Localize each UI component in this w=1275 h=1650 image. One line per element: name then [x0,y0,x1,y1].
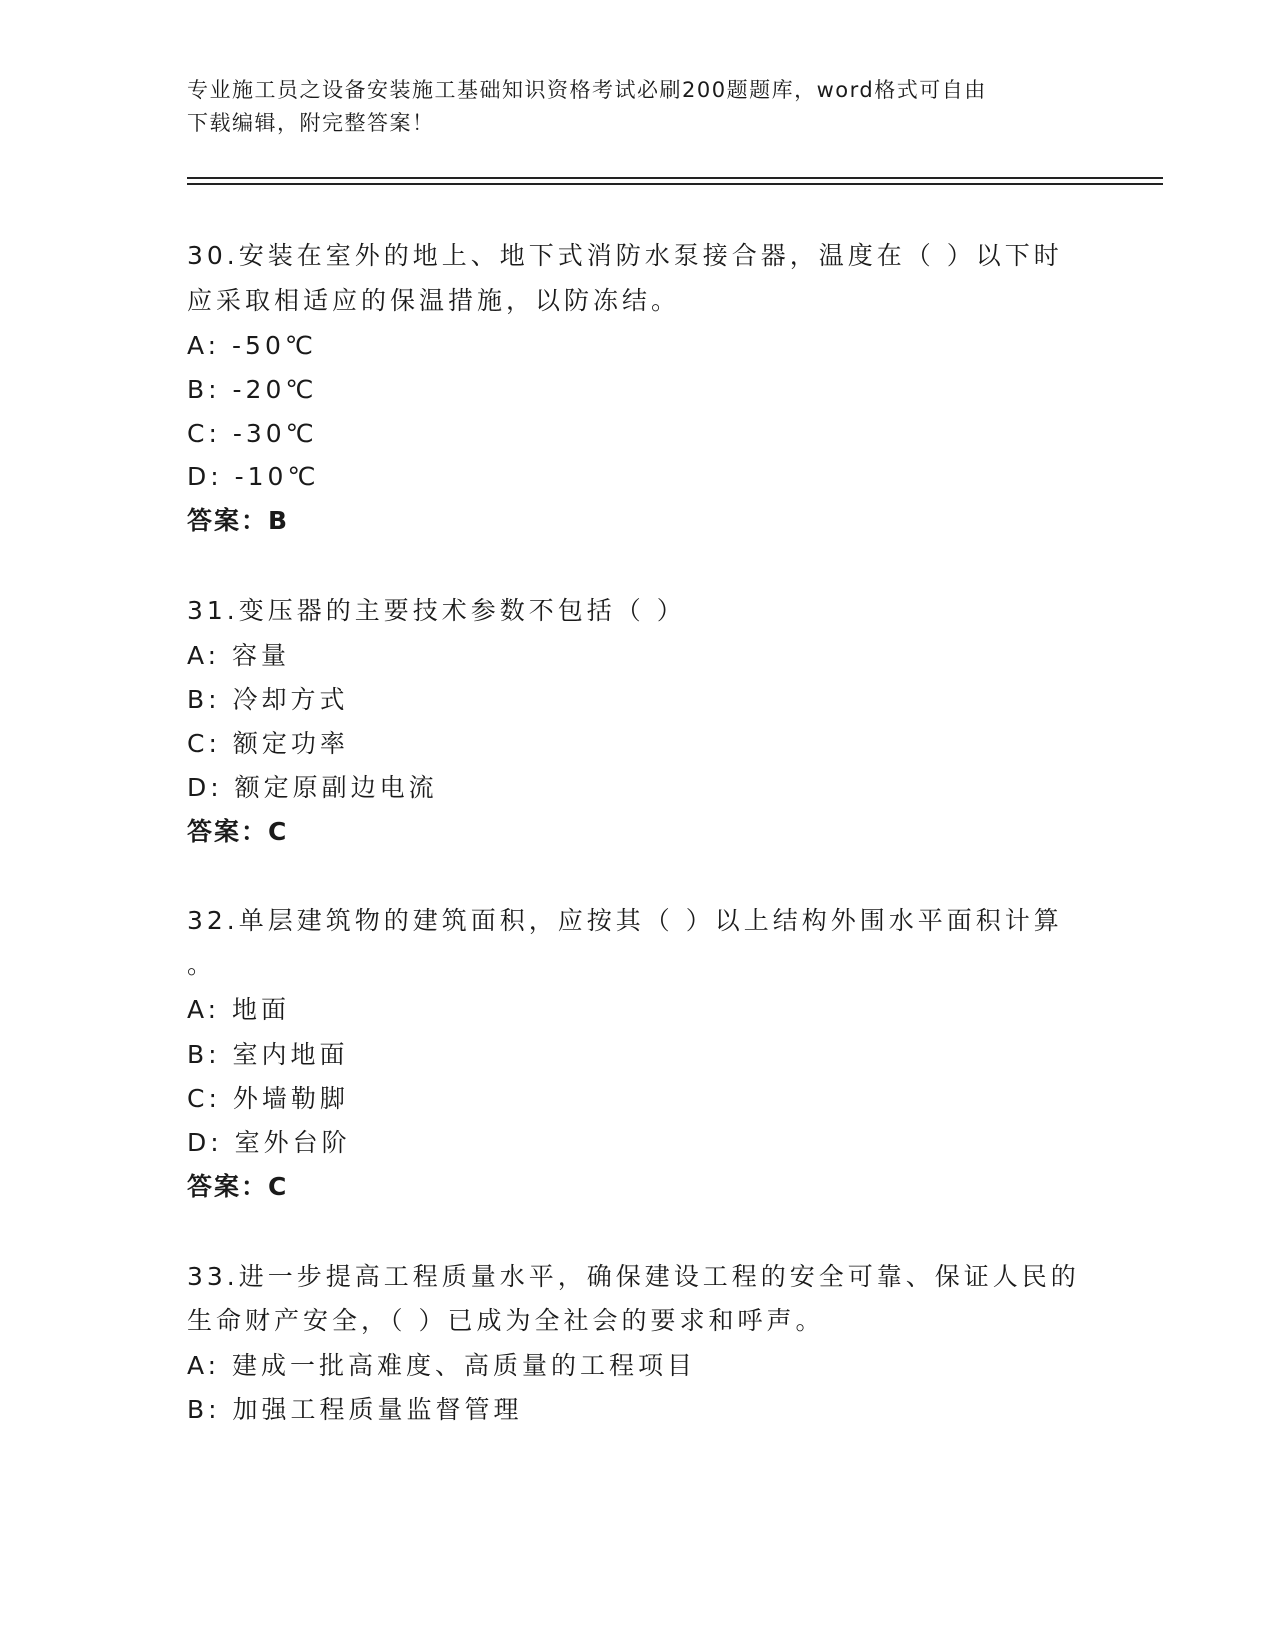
header-divider-top [187,177,1163,179]
question-30-stem-line-1: 30.安装在室外的地上、地下式消防水泵接合器，温度在（ ）以下时 [187,241,1063,270]
header-divider-bottom [187,183,1163,185]
question-30-option-a: A: -50℃ [187,331,317,360]
question-30-option-c: C: -30℃ [187,419,318,448]
question-32-answer: 答案：C [187,1172,289,1201]
question-32-option-c: C: 外墙勒脚 [187,1084,349,1113]
question-30-answer: 答案：B [187,506,290,535]
question-31-stem-line-1: 31.变压器的主要技术参数不包括（ ） [187,596,686,625]
question-32-option-a: A: 地面 [187,995,291,1024]
question-32-option-d: D: 室外台阶 [187,1128,351,1157]
header-line-1: 专业施工员之设备安装施工基础知识资格考试必刷200题题库，word格式可自由 [187,78,987,102]
question-30-stem-line-2: 应采取相适应的保温措施，以防冻结。 [187,286,681,315]
question-32-option-b: B: 室内地面 [187,1040,349,1069]
question-31-answer: 答案：C [187,817,289,846]
question-31-option-b: B: 冷却方式 [187,685,349,714]
header-line-2: 下载编辑，附完整答案！ [187,111,435,135]
question-31-option-a: A: 容量 [187,641,291,670]
question-31-option-d: D: 额定原副边电流 [187,773,438,802]
question-33-option-a: A: 建成一批高难度、高质量的工程项目 [187,1351,697,1380]
question-30-option-b: B: -20℃ [187,375,318,404]
document-header [187,74,1087,140]
question-33-stem-line-2: 生命财产安全，（ ）已成为全社会的要求和呼声。 [187,1306,825,1335]
question-32-stem-line-1: 32.单层建筑物的建筑面积，应按其（ ）以上结构外围水平面积计算 [187,906,1063,935]
question-30-option-d: D: -10℃ [187,462,320,491]
question-32-stem-line-2: 。 [187,950,217,979]
question-33-option-b: B: 加强工程质量监督管理 [187,1395,523,1424]
question-33-stem-line-1: 33.进一步提高工程质量水平，确保建设工程的安全可靠、保证人民的 [187,1262,1080,1291]
question-31-option-c: C: 额定功率 [187,729,349,758]
